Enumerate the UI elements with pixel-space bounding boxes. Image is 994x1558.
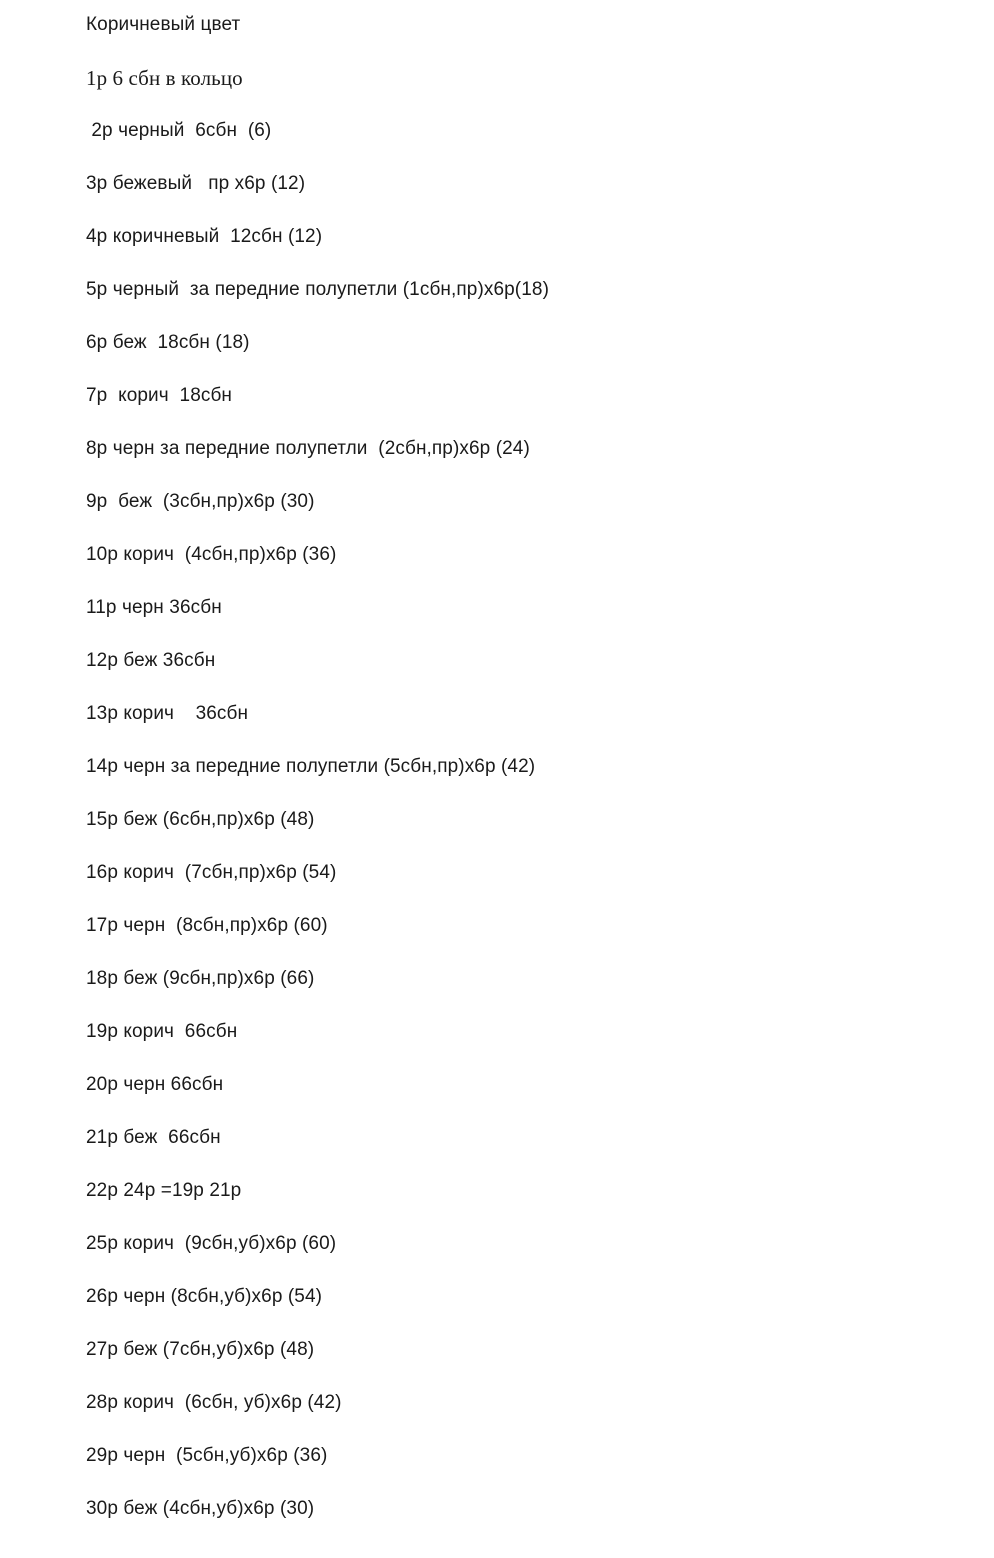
row-14: 14р черн за передние полупетли (5сбн,пр)х6р (42): [86, 756, 536, 777]
row-7: 7р корич 18сбн: [86, 385, 233, 406]
row-9: 9р беж (3сбн,пр)х6р (30): [86, 491, 315, 512]
row-12: 12р беж 36сбн: [86, 650, 216, 671]
document-title: Коричневый цвет: [86, 14, 241, 35]
row-26: 26р черн (8сбн,уб)х6р (54): [86, 1286, 323, 1307]
row-8: 8р черн за передние полупетли (2сбн,пр)х6р (24): [86, 438, 530, 459]
row-16: 16р корич (7сбн,пр)х6р (54): [86, 862, 337, 883]
row-2: 2р черный 6сбн (6): [86, 120, 272, 141]
row-15: 15р беж (6сбн,пр)х6р (48): [86, 809, 315, 830]
row-30: 30р беж (4сбн,уб)х6р (30): [86, 1498, 315, 1519]
row-5: 5р черный за передние полупетли (1сбн,пр)х6р(18): [86, 279, 549, 300]
pattern-text: [86, 10, 954, 1547]
row-18: 18р беж (9сбн,пр)х6р (66): [86, 968, 315, 989]
row-10: 10р корич (4сбн,пр)х6р (36): [86, 544, 337, 565]
row-27: 27р беж (7сбн,уб)х6р (48): [86, 1339, 315, 1360]
row-29: 29р черн (5сбн,уб)х6р (36): [86, 1445, 328, 1466]
row-17: 17р черн (8сбн,пр)х6р (60): [86, 915, 328, 936]
row-21: 21р беж 66сбн: [86, 1127, 221, 1148]
row-20: 20р черн 66сбн: [86, 1074, 224, 1095]
row-4: 4р коричневый 12сбн (12): [86, 226, 323, 247]
row-11: 11р черн 36сбн: [86, 597, 222, 618]
row-13: 13р корич 36сбн: [86, 703, 249, 724]
row-6: 6р беж 18сбн (18): [86, 332, 250, 353]
row-19: 19р корич 66сбн: [86, 1021, 238, 1042]
row-28: 28р корич (6сбн, уб)х6р (42): [86, 1392, 342, 1413]
row-1: 1р 6 сбн в кольцо: [86, 66, 243, 90]
row-22-24: 22р 24р =19р 21р: [86, 1180, 242, 1201]
row-25: 25р корич (9сбн,уб)х6р (60): [86, 1233, 337, 1254]
row-3: 3р бежевый пр х6р (12): [86, 173, 306, 194]
